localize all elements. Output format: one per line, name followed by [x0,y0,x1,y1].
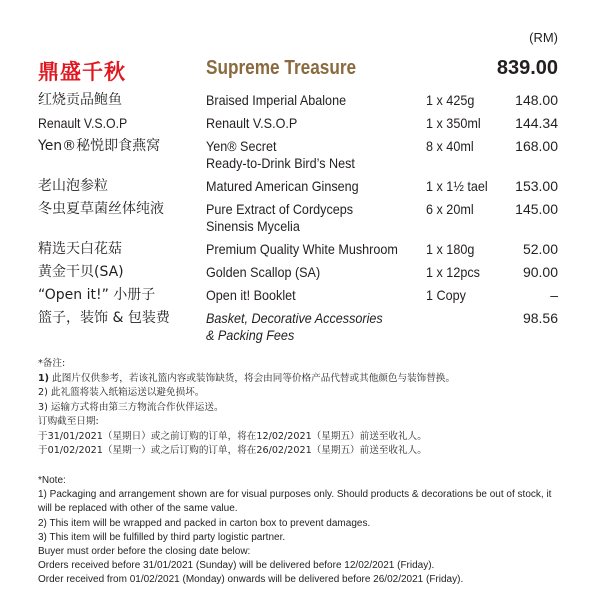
note-1-cn: 1) 此图片仅供参考，若该礼篮内容或装饰缺货，将会由同等价格产品代替或其他颜色与装饰替换。 [38,372,456,384]
note-1a-en: 1) Packaging and arrangement shown are for visual purposes only. Should products & decorations be out of stock, it [38,489,552,501]
deadline-1-en: Orders received before 31/01/2021 (Sunday) will be delivered before 12/02/2021 (Friday). [38,560,435,572]
note-1b-en: will be replaced with other of the same value. [38,503,238,515]
package-name-cn: 鼎盛千秋 [38,60,126,84]
item-name-cn: “Open it!” 小册子 [38,287,156,303]
notes-english [38,474,568,588]
item-quantity: 1 x 180g [426,241,475,257]
item-price: 153.00 [515,178,558,194]
deadline-heading-en: Buyer must order before the closing date below: [38,546,251,558]
note-3-cn: 3) 运输方式将由第三方物流合作伙伴运送。 [38,401,224,413]
item-name-en: Premium Quality White Mushroom [206,241,398,257]
package-name-en: Supreme Treasure [206,57,357,79]
note-3-en: 3) This item will be fulfilled by third party logistic partner. [38,531,286,543]
note-2-en: 2) This item will be wrapped and packed in carton box to prevent damages. [38,517,371,529]
item-quantity: 1 x 350ml [426,115,481,131]
item-name-en: Renault V.S.O.P [206,115,298,131]
item-price: 145.00 [515,201,558,217]
package-price: 839.00 [496,57,558,79]
item-price: 148.00 [515,92,558,108]
item-price: 144.34 [515,115,558,131]
item-row [38,241,558,258]
item-row [38,178,558,195]
item-row [38,138,558,172]
item-row [38,201,558,235]
item-name-en: Matured American Ginseng [206,178,359,194]
item-name-cn: 红烧贡品鲍鱼 [38,92,122,108]
deadline-2-cn: 于01/02/2021（星期一）或之后订购的订单，将在26/02/2021（星期五）前送至收礼人。 [38,445,427,456]
item-quantity: 1 x 12pcs [426,264,480,280]
item-name-en: Pure Extract of Cordyceps Sinensis Mycelia [206,201,354,234]
item-quantity: 1 x 425g [426,92,475,108]
item-name-cn: 黄金干贝(SA) [38,264,124,280]
item-row [38,287,558,304]
item-name-en: Golden Scallop (SA) [206,264,321,280]
item-price: 168.00 [515,138,558,154]
item-list [38,92,558,350]
item-price: 90.00 [522,264,558,280]
item-name-en: Yen® Secret Ready-to-Drink Bird’s Nest [206,138,355,171]
item-name-cn: Renault V.S.O.P [38,115,128,131]
package-header [38,56,558,86]
item-quantity: 6 x 20ml [426,201,474,217]
item-quantity: 1 Copy [426,287,466,303]
item-price: 52.00 [522,241,558,257]
deadline-2-en: Order received from 01/02/2021 (Monday) onwards will be delivered before 26/02/2021 (Friday). [38,574,464,586]
item-name-cn: 老山泡参粒 [38,178,108,194]
item-name-cn: 精选天白花菇 [38,241,122,257]
item-row [38,264,558,281]
notes-heading-cn: *备注: [38,358,66,369]
item-row [38,115,558,132]
item-row [38,310,558,344]
item-quantity: 1 x 1½ tael [426,178,488,194]
item-price: 98.56 [522,310,558,326]
item-name-en: Open it! Booklet [206,287,296,303]
item-price: – [550,287,558,303]
item-name-en: Braised Imperial Abalone [206,92,347,108]
note-2-cn: 2) 此礼篮将装入纸箱运送以避免损坏。 [38,387,205,398]
item-name-cn: 篮子，装饰 & 包装费 [38,310,170,326]
item-quantity: 8 x 40ml [426,138,474,154]
notes-chinese [38,357,568,459]
currency-label: (RM) [529,30,558,45]
item-name-cn: Yen®秘悦即食燕窝 [38,138,161,154]
item-name-en: Basket, Decorative Accessories & Packing Fees [206,310,383,343]
item-name-cn: 冬虫夏草菌丝体纯液 [38,201,164,217]
deadline-heading-cn: 订购截至日期: [38,416,99,427]
notes-heading-en: *Note: [38,475,66,486]
item-row [38,92,558,109]
deadline-1-cn: 于31/01/2021（星期日）或之前订购的订单，将在12/02/2021（星期五）前送至收礼人。 [38,430,427,442]
